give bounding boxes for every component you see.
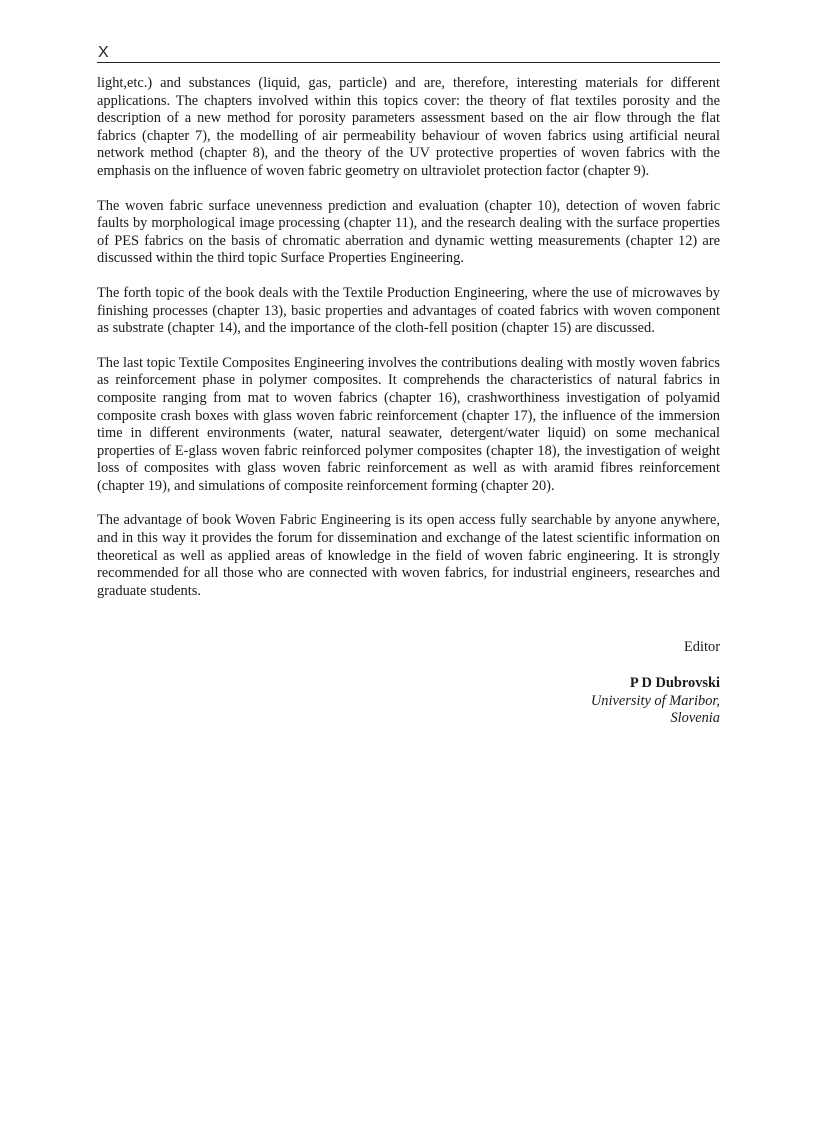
editor-role: Editor bbox=[684, 639, 720, 656]
paragraph-surface-properties: The woven fabric surface unevenness prediction and evaluation (chapter 10), detection of woven fabric faults by morphological image processing (chapter 11), and the research dealing with the surface properties of PES fabrics on the basis of chromatic aberration and dynamic wetting measurements (chapter 12) are discussed within the third topic Surface Properties Engineering. bbox=[97, 197, 720, 267]
editor-name: P D Dubrovski bbox=[629, 675, 720, 692]
paragraph-open-access: The advantage of book Woven Fabric Engineering is its open access fully searchable by anyone anywhere, and in this way it provides the forum for dissemination and exchange of the latest scientific information on theoretical as well as applied areas of knowledge in the field of woven fabric engineering. It is strongly recommended for all those who are connected with woven fabrics, for industrial engineers, researches and graduate students. bbox=[97, 512, 720, 599]
document-page bbox=[97, 44, 720, 728]
body-text bbox=[97, 75, 720, 600]
paragraph-production-engineering: The forth topic of the book deals with the Textile Production Engineering, where the use of microwaves by finishing processes (chapter 13), basic properties and advantages of coated fabrics with woven component as substrate (chapter 14), and the importance of the cloth-fell position (chapter 15) are discussed. bbox=[97, 284, 720, 337]
editor-affiliation-university: University of Maribor, bbox=[590, 692, 720, 709]
paragraph-permeability: light,etc.) and substances (liquid, gas, particle) and are, therefore, interesting materials for different applications. The chapters involved within this topics cover: the theory of flat textiles porosity and the description of a new method for porosity parameters assessment based on the air flow through the flat fabrics (chapter 7), the modelling of air permeability behaviour of woven fabrics using artificial neural network method (chapter 8), and the theory of the UV protective properties of woven fabrics with the emphasis on the influence of woven fabric geometry on ultraviolet protection factor (chapter 9). bbox=[97, 75, 720, 179]
page-header bbox=[97, 44, 720, 63]
page-number: X bbox=[98, 44, 109, 61]
paragraph-composites-engineering: The last topic Textile Composites Engineering involves the contributions dealing with mostly woven fabrics as reinforcement phase in polymer composites. It comprehends the characteristics of natural fabrics in composite ranging from mat to woven fabrics (chapter 16), crashworthiness investigation of polyamid composite crash boxes with glass woven fabric reinforcement (chapter 17), the influence of the immersion time in different environments (water, natural seawater, detergent/water liquid) on some mechanical properties of E-glass woven fabric reinforced polymer composites (chapter 18), the investigation of weight loss of composites with glass woven fabric reinforcement as well as with aramid fibres reinforcement (chapter 19), and simulations of composite reinforcement forming (chapter 20). bbox=[97, 354, 720, 494]
editor-affiliation-country: Slovenia bbox=[670, 710, 720, 727]
editor-signature bbox=[97, 639, 720, 727]
